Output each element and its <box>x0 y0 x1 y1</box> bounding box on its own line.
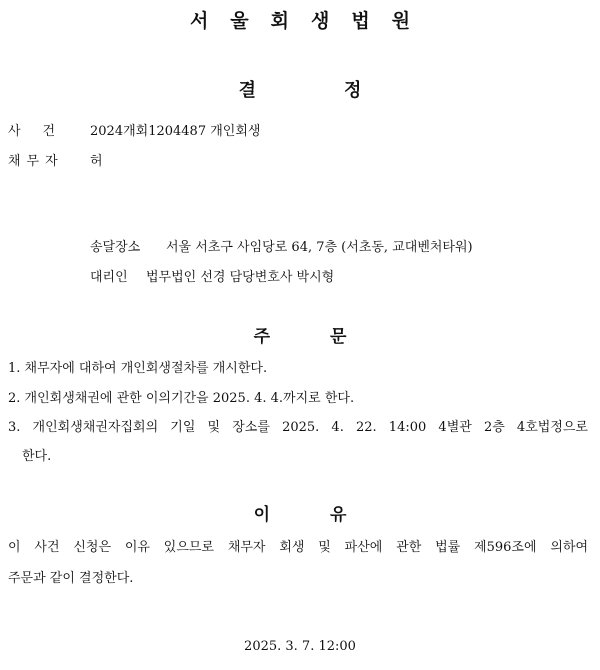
debtor-value: 허 <box>90 154 103 169</box>
order-heading: 주문 <box>253 327 407 347</box>
order-item: 1. 채무자에 대하여 개인회생절차를 개시한다. <box>8 361 268 376</box>
service-place-value: 서울 서초구 사임당로 64, 7층 (서초동, 교대벤처타워) <box>166 240 473 255</box>
agent-value: 법무법인 선경 담당변호사 박시형 <box>146 270 335 285</box>
order-item: 2. 개인회생채권에 관한 이의기간을 2025. 4. 4.까지로 한다. <box>8 391 355 406</box>
service-place-label: 송달장소 <box>90 240 141 255</box>
agent-label: 대리인 <box>90 270 128 285</box>
court-name: 서울회생법원 <box>189 10 433 32</box>
reason-text: 주문과 같이 결정한다. <box>8 571 134 586</box>
case-value: 2024개회1204487 개인회생 <box>90 124 261 139</box>
order-item-continuation: 한다. <box>22 449 52 464</box>
order-item: 3. 개인회생채권자집회의 기일 및 장소를 2025. 4. 22. 14:00 4별관 2층 4호법정으로 <box>8 420 588 435</box>
reason-heading: 이유 <box>253 505 407 525</box>
document-title: 결정 <box>238 80 450 101</box>
decision-date: 2025. 3. 7. 12:00 <box>244 639 356 654</box>
reason-text: 이 사건 신청은 이유 있으므로 채무자 회생 및 파산에 관한 법률 제596조에 의하여 <box>8 540 588 555</box>
case-label: 사건 <box>8 124 78 139</box>
debtor-label: 채무자 <box>8 154 64 169</box>
